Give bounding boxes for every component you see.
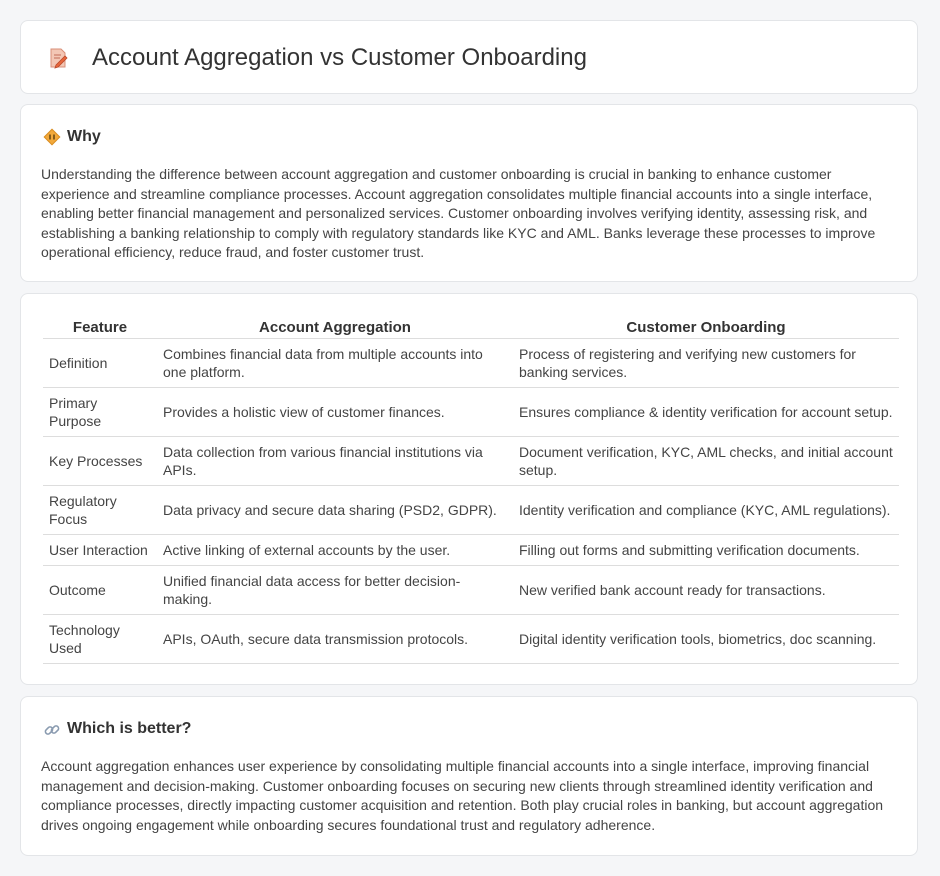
header-account-aggregation: Account Aggregation: [157, 316, 513, 339]
comparison-section: [20, 293, 918, 685]
why-heading: Why: [67, 128, 101, 145]
aggregation-cell: Unified financial data access for better decision-making.: [157, 566, 513, 615]
table-row: [43, 615, 899, 664]
table-row: [43, 535, 899, 566]
aggregation-cell: Active linking of external accounts by the user.: [157, 535, 513, 566]
onboarding-cell: New verified bank account ready for transactions.: [513, 566, 899, 615]
page-title: Account Aggregation vs Customer Onboarding: [92, 44, 587, 71]
which-is-better-section: [20, 696, 918, 856]
feature-cell: Technology Used: [43, 615, 157, 664]
table-row: [43, 437, 899, 486]
feature-cell: Key Processes: [43, 437, 157, 486]
header-customer-onboarding: Customer Onboarding: [513, 316, 899, 339]
aggregation-cell: Provides a holistic view of customer finances.: [157, 388, 513, 437]
onboarding-cell: Digital identity verification tools, biometrics, doc scanning.: [513, 615, 899, 664]
onboarding-cell: Identity verification and compliance (KYC, AML regulations).: [513, 486, 899, 535]
table-row: [43, 339, 899, 388]
table-header-row: [43, 316, 899, 339]
aggregation-cell: APIs, OAuth, secure data transmission protocols.: [157, 615, 513, 664]
table-row: [43, 566, 899, 615]
feature-cell: Primary Purpose: [43, 388, 157, 437]
onboarding-cell: Document verification, KYC, AML checks, and initial account setup.: [513, 437, 899, 486]
table-row: [43, 486, 899, 535]
document-pencil-icon: [47, 47, 69, 69]
feature-cell: Regulatory Focus: [43, 486, 157, 535]
feature-cell: User Interaction: [43, 535, 157, 566]
why-section: [20, 104, 918, 282]
onboarding-cell: Filling out forms and submitting verification documents.: [513, 535, 899, 566]
aggregation-cell: Combines financial data from multiple accounts into one platform.: [157, 339, 513, 388]
header-feature: Feature: [43, 316, 157, 339]
feature-cell: Definition: [43, 339, 157, 388]
onboarding-cell: Process of registering and verifying new customers for banking services.: [513, 339, 899, 388]
onboarding-cell: Ensures compliance & identity verification for account setup.: [513, 388, 899, 437]
table-row: [43, 388, 899, 437]
aggregation-cell: Data privacy and secure data sharing (PSD2, GDPR).: [157, 486, 513, 535]
diamond-warning-icon: [43, 128, 61, 146]
link-icon: [43, 721, 61, 739]
better-text: Account aggregation enhances user experience by consolidating multiple financial accounts into a single interface, improving financial management and decision-making. Customer onboarding focuses on securing new clients through streamlined identity verification and compliance processes, directly impacting customer acquisition and retention. Both play crucial roles in banking, but account aggregation drives ongoing engagement while onboarding secures foundational trust and regulatory adherence.: [41, 758, 884, 833]
better-heading: Which is better?: [67, 720, 192, 737]
feature-cell: Outcome: [43, 566, 157, 615]
comparison-table: [43, 316, 899, 664]
why-text: Understanding the difference between account aggregation and customer onboarding is crucial in banking to enhance customer experience and streamline compliance processes. Account aggregation consolidates multiple financial accounts into a single interface, enabling better financial management and personalized services. Customer onboarding involves verifying identity, assessing risk, and establishing a banking relationship to comply with regulatory standards like KYC and AML. Banks leverage these processes to improve operational efficiency, reduce fraud, and foster customer trust.: [41, 166, 876, 261]
aggregation-cell: Data collection from various financial institutions via APIs.: [157, 437, 513, 486]
header-card: [20, 20, 918, 94]
